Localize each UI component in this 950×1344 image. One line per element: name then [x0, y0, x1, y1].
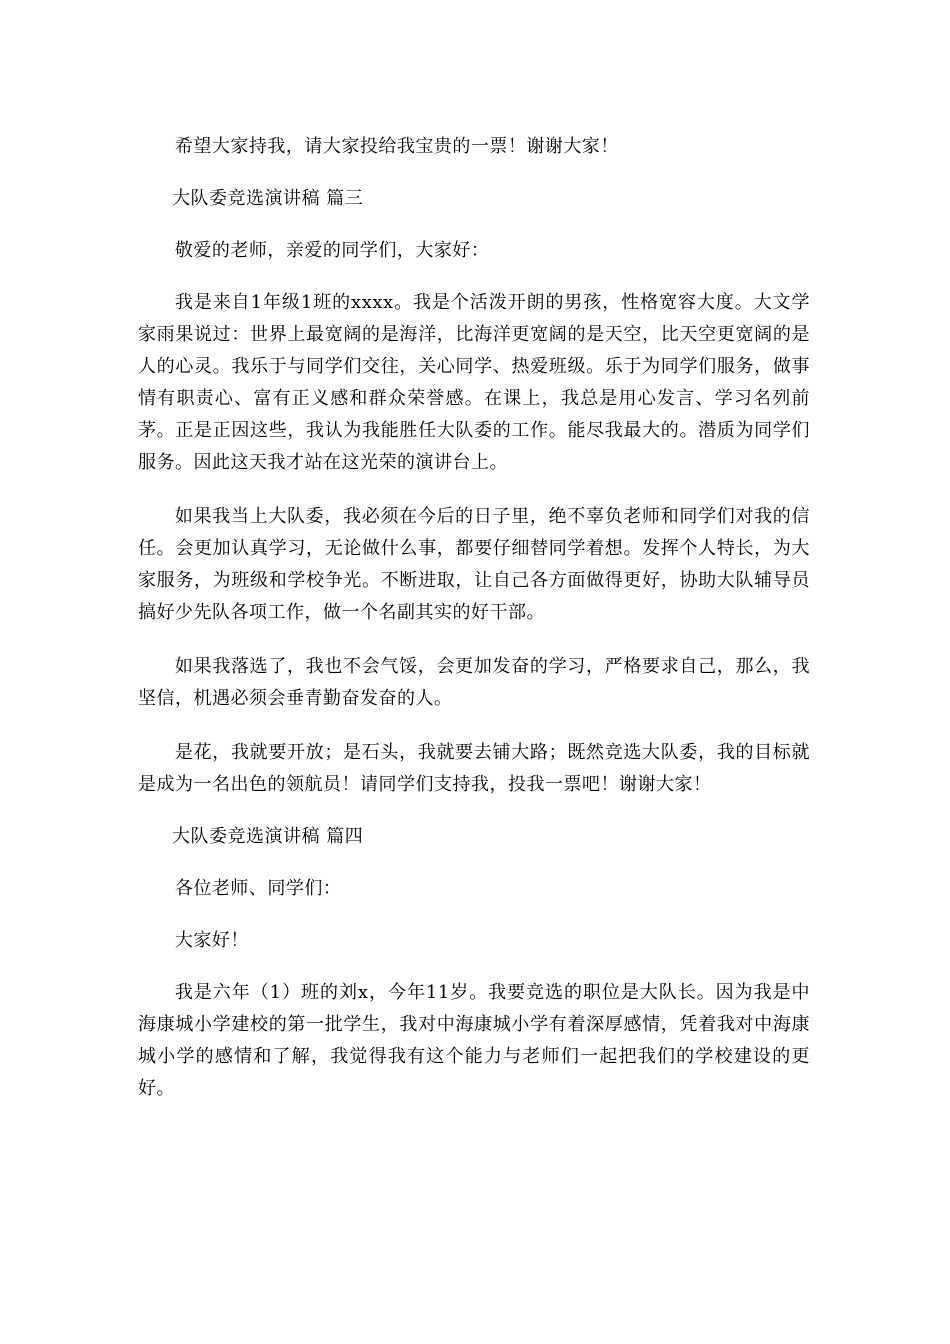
closing-paragraph: 希望大家持我，请大家投给我宝贵的一票！谢谢大家！ — [174, 136, 619, 157]
closing-appeal-paragraph: 是花，我就要开放；是石头，我就要去铺大路；既然竞选大队委，我的目标就是成为一名出色的领航员！请同学们支持我，投我一票吧！谢谢大家！ — [138, 742, 810, 795]
candidate-intro-paragraph: 我是六年（1）班的刘x，今年11岁。我要竞选的职位是大队长。因为我是中海康城小学建校的第一批学生，我对中海康城小学有着深厚感情，凭着我对中海康城小学的感情和了解，我觉得我有这个能力与老师们一起把我们的学校建设的更好。 — [138, 982, 810, 1099]
section-heading-part-three: 大队委竞选演讲稿 篇三 — [172, 188, 364, 209]
self-introduction-paragraph: 我是来自1年级1班的xxxx。我是个活泼开朗的男孩，性格宽容大度。大文学家雨果说过：世界上最宽阔的是海洋，比海洋更宽阔的是天空，比天空更宽阔的是人的心灵。我乐于与同学们交往，关心同学、热爱班级。乐于为同学们服务，做事情有职责心、富有正义感和群众荣誉感。在课上，我总是用心发言、学习名列前茅。正是正因这些，我认为我能胜任大队委的工作。能尽我最大的。潜质为同学们服务。因此这天我才站在这光荣的演讲台上。 — [138, 292, 810, 473]
section-heading-part-four: 大队委竞选演讲稿 篇四 — [172, 826, 364, 847]
greeting-paragraph: 敬爱的老师，亲爱的同学们，大家好： — [174, 240, 490, 261]
elected-plan-paragraph: 如果我当上大队委，我必须在今后的日子里，绝不辜负老师和同学们对我的信任。会更加认真学习，无论做什么事，都要仔细替同学着想。发挥个人特长，为大家服务，为班级和学校争光。不断进取，让自己各方面做得更好，协助大队辅导员搞好少先队各项工作，做一个名副其实的好干部。 — [138, 506, 810, 623]
document-page — [138, 131, 810, 1105]
not-elected-paragraph: 如果我落选了，我也不会气馁，会更加发奋的学习，严格要求自己，那么，我坚信，机遇必须会垂青勤奋发奋的人。 — [138, 656, 810, 709]
address-paragraph: 各位老师、同学们： — [174, 878, 342, 899]
hello-paragraph: 大家好！ — [174, 930, 249, 951]
